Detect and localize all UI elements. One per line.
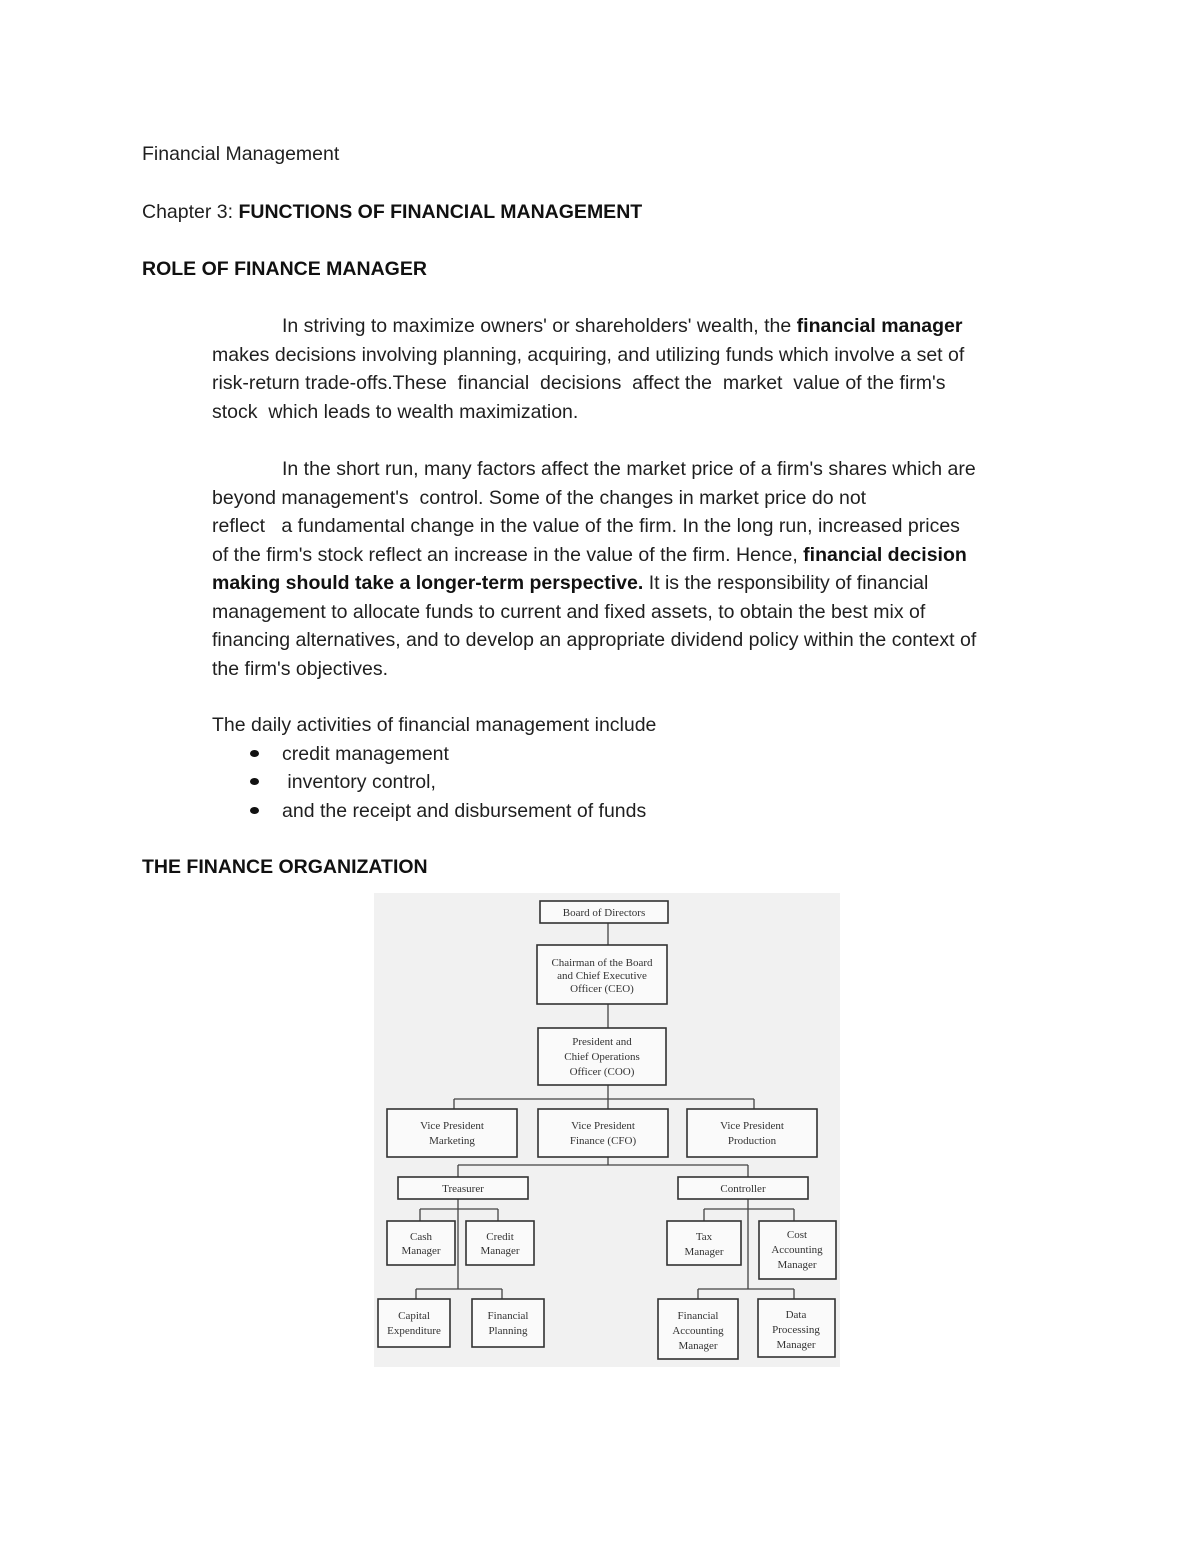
- org-box-cash-manager-line: Manager: [401, 1245, 441, 1257]
- org-box-capital-expenditure-line: Expenditure: [387, 1325, 441, 1337]
- org-box-ceo-line: Chairman of the Board: [551, 957, 653, 969]
- org-box-coo-line: Chief Operations: [564, 1051, 640, 1063]
- org-box-credit-manager-line: Manager: [480, 1245, 520, 1257]
- para2-line-3: reflect a fundamental change in the value of the firm. In the long run, increased prices: [212, 515, 960, 537]
- para2-line-4: [212, 541, 1072, 570]
- para2-line-5: [212, 569, 1072, 598]
- para2-line-1: In the short run, many factors affect the market price of a firm's shares which are: [282, 458, 976, 480]
- org-box-coo-line: President and: [572, 1036, 632, 1048]
- bullet-icon: [250, 807, 259, 814]
- org-box-data-processing-line: Data: [785, 1309, 807, 1321]
- section-heading-organization: THE FINANCE ORGANIZATION: [142, 856, 428, 878]
- org-box-financial-planning-line: Financial: [487, 1310, 529, 1322]
- org-box-ceo-line: and Chief Executive: [557, 970, 647, 982]
- chapter-label: Chapter 3:: [142, 201, 234, 223]
- org-box-data-processing-line: Manager: [776, 1339, 816, 1351]
- para2-text: of the firm's stock reflect an increase in the value of the firm. Hence,: [212, 543, 804, 566]
- org-box-tax-manager-line: Manager: [684, 1246, 724, 1258]
- org-box-financial-planning-line: Planning: [488, 1325, 528, 1337]
- para2-bold: financial decision: [803, 543, 967, 566]
- activities-intro: The daily activities of financial management include: [212, 714, 657, 736]
- org-box-board: Board of Directors: [562, 907, 646, 919]
- org-chart-image: [374, 893, 840, 1367]
- paragraph-2: [212, 455, 1072, 683]
- org-box-vp-finance-line: Vice President: [571, 1120, 635, 1132]
- org-box-cost-accounting-line: Accounting: [771, 1244, 823, 1256]
- org-box-cost-accounting-line: Cost: [786, 1229, 808, 1241]
- bullet-icon: [250, 778, 259, 785]
- org-box-coo-line: Officer (COO): [569, 1066, 635, 1078]
- para1-line-3: risk-return trade-offs.These financial decisions affect the market value of the firm's: [212, 372, 946, 394]
- org-box-credit-manager-line: Credit: [486, 1231, 514, 1243]
- org-chart: [374, 893, 840, 1367]
- chapter-line: [142, 201, 642, 224]
- org-box-financial-accounting-line: Manager: [678, 1340, 718, 1352]
- para2-line-8: the firm's objectives.: [212, 657, 389, 680]
- para2-text-2: It is the responsibility of financial: [643, 572, 929, 594]
- bullet-icon: [250, 750, 259, 757]
- org-box-capital-expenditure-line: Capital: [398, 1310, 430, 1322]
- org-box-financial-accounting-line: Accounting: [672, 1325, 724, 1337]
- paragraph-1: [212, 312, 1072, 426]
- para2-bold-2: making should take a longer-term perspective.: [212, 572, 644, 594]
- org-box-vp-marketing-line: Marketing: [429, 1135, 475, 1147]
- para1-text: In striving to maximize owners' or shareholders' wealth, the: [282, 315, 797, 337]
- list-item-text: credit management: [282, 742, 449, 765]
- para2-line-2: beyond management's control. Some of the changes in market price do not: [212, 486, 867, 509]
- org-box-tax-manager-line: Tax: [695, 1231, 713, 1243]
- org-box-controller: Controller: [720, 1183, 766, 1195]
- org-box-vp-finance-line: Finance (CFO): [569, 1135, 637, 1147]
- list-item-text: inventory control,: [282, 771, 436, 793]
- org-box-treasurer: Treasurer: [442, 1183, 484, 1195]
- org-box-ceo-line: Officer (CEO): [570, 983, 634, 995]
- para2-line-7: financing alternatives, and to develop an appropriate dividend policy within the context of: [212, 629, 977, 651]
- org-box-vp-production-line: Vice President: [720, 1120, 784, 1132]
- org-box-data-processing-line: Processing: [772, 1324, 820, 1336]
- para1-line-1: [212, 312, 1072, 341]
- list-item-text: and the receipt and disbursement of funds: [282, 799, 647, 822]
- para1-bold: financial manager: [796, 315, 963, 337]
- org-box-cash-manager-line: Cash: [410, 1231, 432, 1243]
- org-box-financial-accounting-line: Financial: [677, 1310, 719, 1322]
- activities-list: [212, 740, 1072, 826]
- para1-line-2: makes decisions involving planning, acquiring, and utilizing funds which involve a set of: [212, 343, 965, 366]
- document-header: Financial Management: [142, 143, 340, 165]
- org-box-vp-production-line: Production: [727, 1135, 777, 1147]
- org-box-cost-accounting-line: Manager: [777, 1259, 817, 1271]
- para1-line-4: stock which leads to wealth maximization.: [212, 400, 579, 423]
- section-heading-role: ROLE OF FINANCE MANAGER: [142, 258, 427, 280]
- org-box-vp-marketing-line: Vice President: [420, 1120, 484, 1132]
- para2-line-6: management to allocate funds to current and fixed assets, to obtain the best mix of: [212, 600, 926, 623]
- chapter-title: FUNCTIONS OF FINANCIAL MANAGEMENT: [238, 201, 643, 223]
- body-text: [212, 312, 1072, 826]
